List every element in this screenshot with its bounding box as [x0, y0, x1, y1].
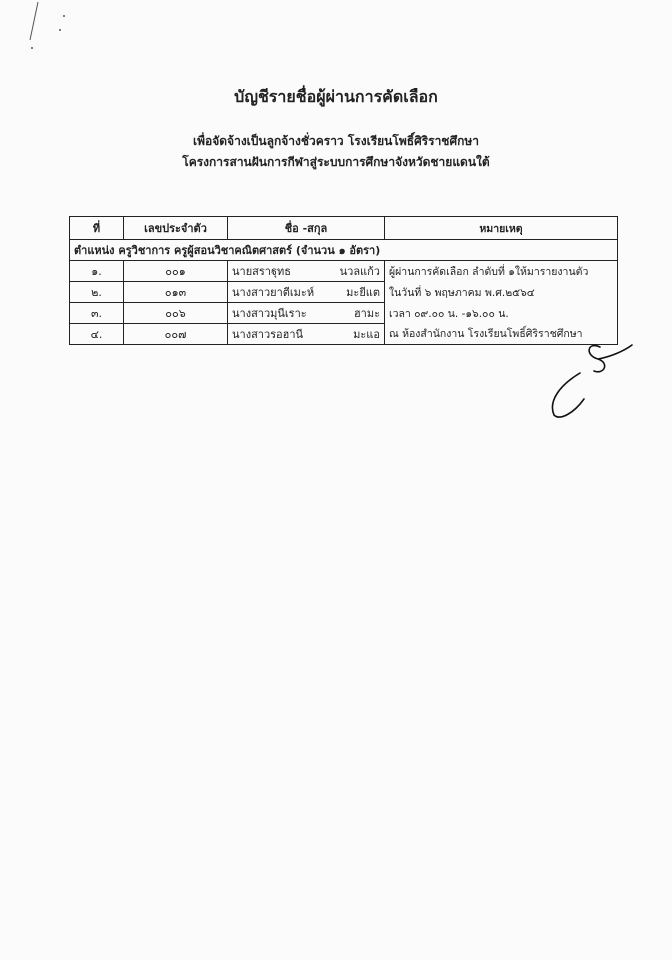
row-first-name: นางสาวมุนีเราะ: [232, 307, 307, 320]
header-name: ชื่อ -สกุล: [228, 217, 385, 240]
row-id: ๐๐๑: [124, 261, 228, 282]
table-row: [70, 303, 618, 324]
row-id: ๐๑๓: [124, 282, 228, 303]
row-no: ๔.: [70, 324, 124, 345]
row-last-name: ฮามะ: [353, 307, 380, 320]
subtitle-line-1: เพื่อจัดจ้างเป็นลูกจ้างชั่วคราว โรงเรียนโพธิ์ศิริราชศึกษา: [193, 134, 479, 148]
header-id: เลขประจำตัว: [124, 217, 228, 240]
row-last-name: มะยีแต: [346, 286, 380, 299]
row-note: ในวันที่ ๖ พฤษภาคม พ.ศ.๒๕๖๔: [385, 282, 618, 303]
position-label: ตำแหน่ง ครูวิชาการ ครูผู้สอนวิชาคณิตศาสตร์ (จำนวน ๑ อัตรา): [70, 240, 618, 261]
row-first-name: นางสาวรอฮานี: [232, 328, 304, 341]
row-last-name: นวลแก้ว: [339, 265, 380, 278]
row-note: ณ ห้องสำนักงาน โรงเรียนโพธิ์ศิริราชศึกษา: [385, 324, 618, 345]
header-no: ที่: [70, 217, 124, 240]
corner-scribble-mark: [20, 0, 80, 60]
row-no: ๒.: [70, 282, 124, 303]
row-last-name: มะแอ: [353, 328, 380, 341]
row-first-name: นายสราฐุทธ: [232, 265, 291, 278]
position-row: [70, 240, 618, 261]
table-row: [70, 261, 618, 282]
page-title: บัญชีรายชื่อผู้ผ่านการคัดเลือก: [234, 87, 438, 106]
candidate-table: [69, 216, 618, 345]
header-note: หมายเหตุ: [385, 217, 618, 240]
row-first-name: นางสาวยาตีเมะห์: [232, 286, 315, 299]
row-name: [228, 324, 385, 345]
signature-mark: [540, 335, 640, 425]
row-name: [228, 261, 385, 282]
row-name: [228, 303, 385, 324]
row-no: ๑.: [70, 261, 124, 282]
row-name: [228, 282, 385, 303]
row-id: ๐๐๖: [124, 303, 228, 324]
table-row: [70, 324, 618, 345]
row-id: ๐๐๗: [124, 324, 228, 345]
subtitle-line-2: โครงการสานฝันการกีฬาสู่ระบบการศึกษาจังหวัดชายแดนใต้: [182, 155, 490, 169]
row-note: เวลา ๐๙.๐๐ น. -๑๖.๐๐ น.: [385, 303, 618, 324]
row-note: ผู้ผ่านการคัดเลือก ลำดับที่ ๑ให้มารายงานตัว: [385, 261, 618, 282]
table-header-row: [70, 217, 618, 240]
table-row: [70, 282, 618, 303]
row-no: ๓.: [70, 303, 124, 324]
